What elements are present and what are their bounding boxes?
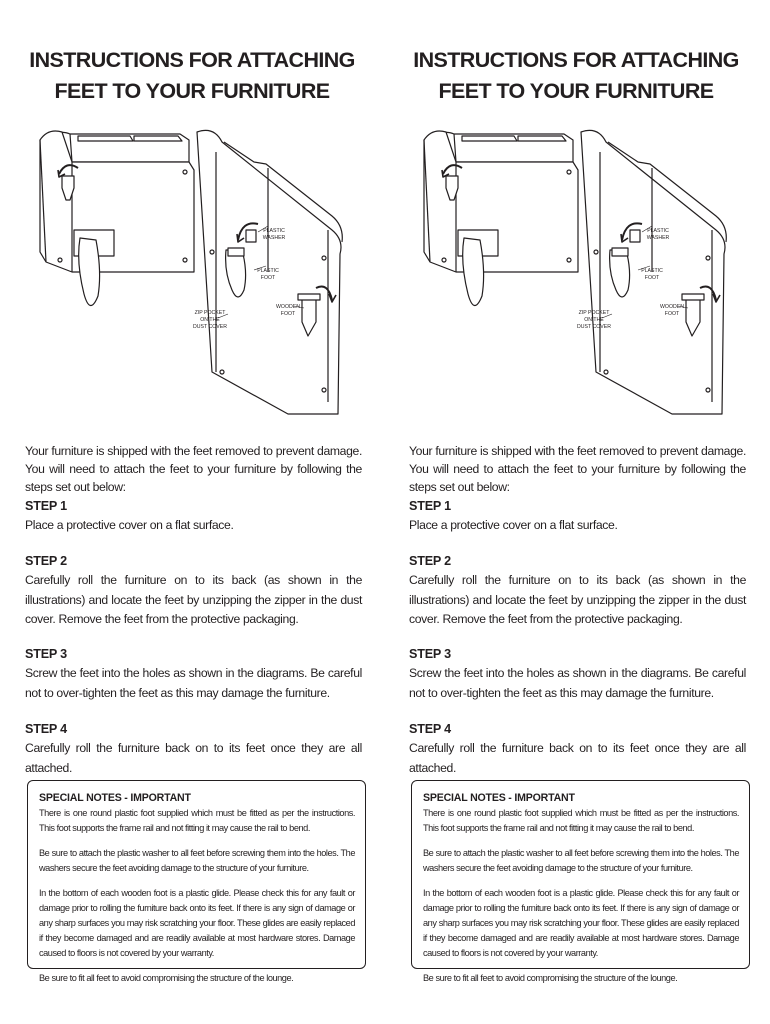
title-line-2: FEET TO YOUR FURNITURE: [54, 79, 330, 103]
step-4: [25, 721, 362, 778]
intro-text: Your furniture is shipped with the feet removed to prevent damage. You will need to attach the feet to your furniture by following the steps set out below:: [409, 444, 746, 494]
furniture-diagram: [32, 122, 362, 427]
step-heading: STEP 4: [25, 722, 67, 736]
label-wooden-foot-2: FOOT: [280, 311, 296, 317]
step-text: Carefully roll the furniture on to its back (as shown in the illustrations) and locate the feet by unzipping the zipper in the dust cover. Remove the feet from the protective packaging.: [25, 573, 362, 626]
label-plastic-washer-1: PLASTIC: [263, 228, 285, 234]
page-title: [22, 45, 362, 107]
step-text: Place a protective cover on a flat surface.: [25, 518, 234, 532]
note-paragraph: There is one round plastic foot supplied which must be fitted as per the instructions. This foot supports the frame rail and not fitting it may cause the rail to bend.: [423, 808, 739, 833]
notes-heading: SPECIAL NOTES - IMPORTANT: [39, 792, 191, 804]
note-paragraph: Be sure to fit all feet to avoid compromising the structure of the lounge.: [39, 973, 294, 983]
label-zip-pocket-1: ZIP POCKET: [194, 310, 226, 316]
label-plastic-foot-2: FOOT: [644, 275, 660, 281]
step-1: [25, 498, 362, 536]
note-paragraph: Be sure to attach the plastic washer to all feet before screwing them into the holes. The washers secure the feet avoiding damage to the structure of your furniture.: [39, 848, 355, 873]
step-heading: STEP 1: [409, 499, 451, 513]
furniture-diagram: [416, 122, 746, 427]
step-heading: STEP 3: [409, 647, 451, 661]
label-plastic-washer-1: PLASTIC: [647, 228, 669, 234]
step-2: [409, 553, 746, 630]
title-line-1: INSTRUCTIONS FOR ATTACHING: [413, 48, 739, 72]
note-paragraph: Be sure to fit all feet to avoid compromising the structure of the lounge.: [423, 973, 678, 983]
note-paragraph: In the bottom of each wooden foot is a plastic glide. Please check this for any fault or damage prior to rolling the furniture back onto its feet. If there is any sign of damage or any sharp surfaces you may risk scratching your floor. These glides are easily replaced if they become damaged and are readily available at most hardware stores. Damage caused to floors is not covered by your warranty.: [39, 888, 355, 958]
step-text: Carefully roll the furniture back on to its feet once they are all attached.: [25, 741, 362, 775]
step-4: [409, 721, 746, 778]
step-heading: STEP 3: [25, 647, 67, 661]
label-plastic-foot-1: PLASTIC: [257, 268, 279, 274]
special-notes-box: [27, 780, 366, 983]
step-3: [409, 646, 746, 703]
label-plastic-foot-2: FOOT: [260, 275, 276, 281]
note-paragraph: There is one round plastic foot supplied which must be fitted as per the instructions. This foot supports the frame rail and not fitting it may cause the rail to bend.: [39, 808, 355, 833]
note-paragraph: In the bottom of each wooden foot is a plastic glide. Please check this for any fault or damage prior to rolling the furniture back onto its feet. If there is any sign of damage or any sharp surfaces you may risk scratching your floor. These glides are easily replaced if they become damaged and are readily available at most hardware stores. Damage caused to floors is not covered by your warranty.: [423, 888, 739, 958]
label-wooden-foot-2: FOOT: [664, 311, 680, 317]
step-text: Screw the feet into the holes as shown in the diagrams. Be careful not to over-tighten the feet as this may damage the furniture.: [25, 666, 362, 700]
special-notes-box: [411, 780, 750, 983]
step-text: Carefully roll the furniture on to its back (as shown in the illustrations) and locate the feet by unzipping the zipper in the dust cover. Remove the feet from the protective packaging.: [409, 573, 746, 626]
label-wooden-foot-1: WOODEN: [276, 304, 300, 310]
label-plastic-washer-2: WASHER: [262, 235, 286, 241]
page-title: [406, 45, 746, 107]
label-zip-pocket-3: DUST COVER: [193, 324, 227, 330]
step-heading: STEP 2: [409, 554, 451, 568]
step-3: [25, 646, 362, 703]
sofa-front-view: [40, 131, 194, 306]
label-plastic-washer-2: WASHER: [646, 235, 670, 241]
label-wooden-foot-1: WOODEN: [660, 304, 684, 310]
title-line-1: INSTRUCTIONS FOR ATTACHING: [29, 48, 355, 72]
step-heading: STEP 4: [409, 722, 451, 736]
notes-heading: SPECIAL NOTES - IMPORTANT: [423, 792, 575, 804]
step-2: [25, 553, 362, 630]
step-text: Screw the feet into the holes as shown in the diagrams. Be careful not to over-tighten the feet as this may damage the furniture.: [409, 666, 746, 700]
step-text: Place a protective cover on a flat surface.: [409, 518, 618, 532]
label-zip-pocket-3: DUST COVER: [577, 324, 611, 330]
step-heading: STEP 2: [25, 554, 67, 568]
label-zip-pocket-2: ON THE: [200, 317, 220, 323]
title-line-2: FEET TO YOUR FURNITURE: [438, 79, 714, 103]
note-paragraph: Be sure to attach the plastic washer to all feet before screwing them into the holes. The washers secure the feet avoiding damage to the structure of your furniture.: [423, 848, 739, 873]
step-heading: STEP 1: [25, 499, 67, 513]
step-1: [409, 498, 746, 536]
label-zip-pocket-2: ON THE: [584, 317, 604, 323]
label-zip-pocket-1: ZIP POCKET: [578, 310, 610, 316]
intro-text: Your furniture is shipped with the feet removed to prevent damage. You will need to attach the feet to your furniture by following the steps set out below:: [25, 444, 362, 494]
label-plastic-foot-1: PLASTIC: [641, 268, 663, 274]
step-text: Carefully roll the furniture back on to its feet once they are all attached.: [409, 741, 746, 775]
sofa-front-view: [424, 131, 578, 306]
